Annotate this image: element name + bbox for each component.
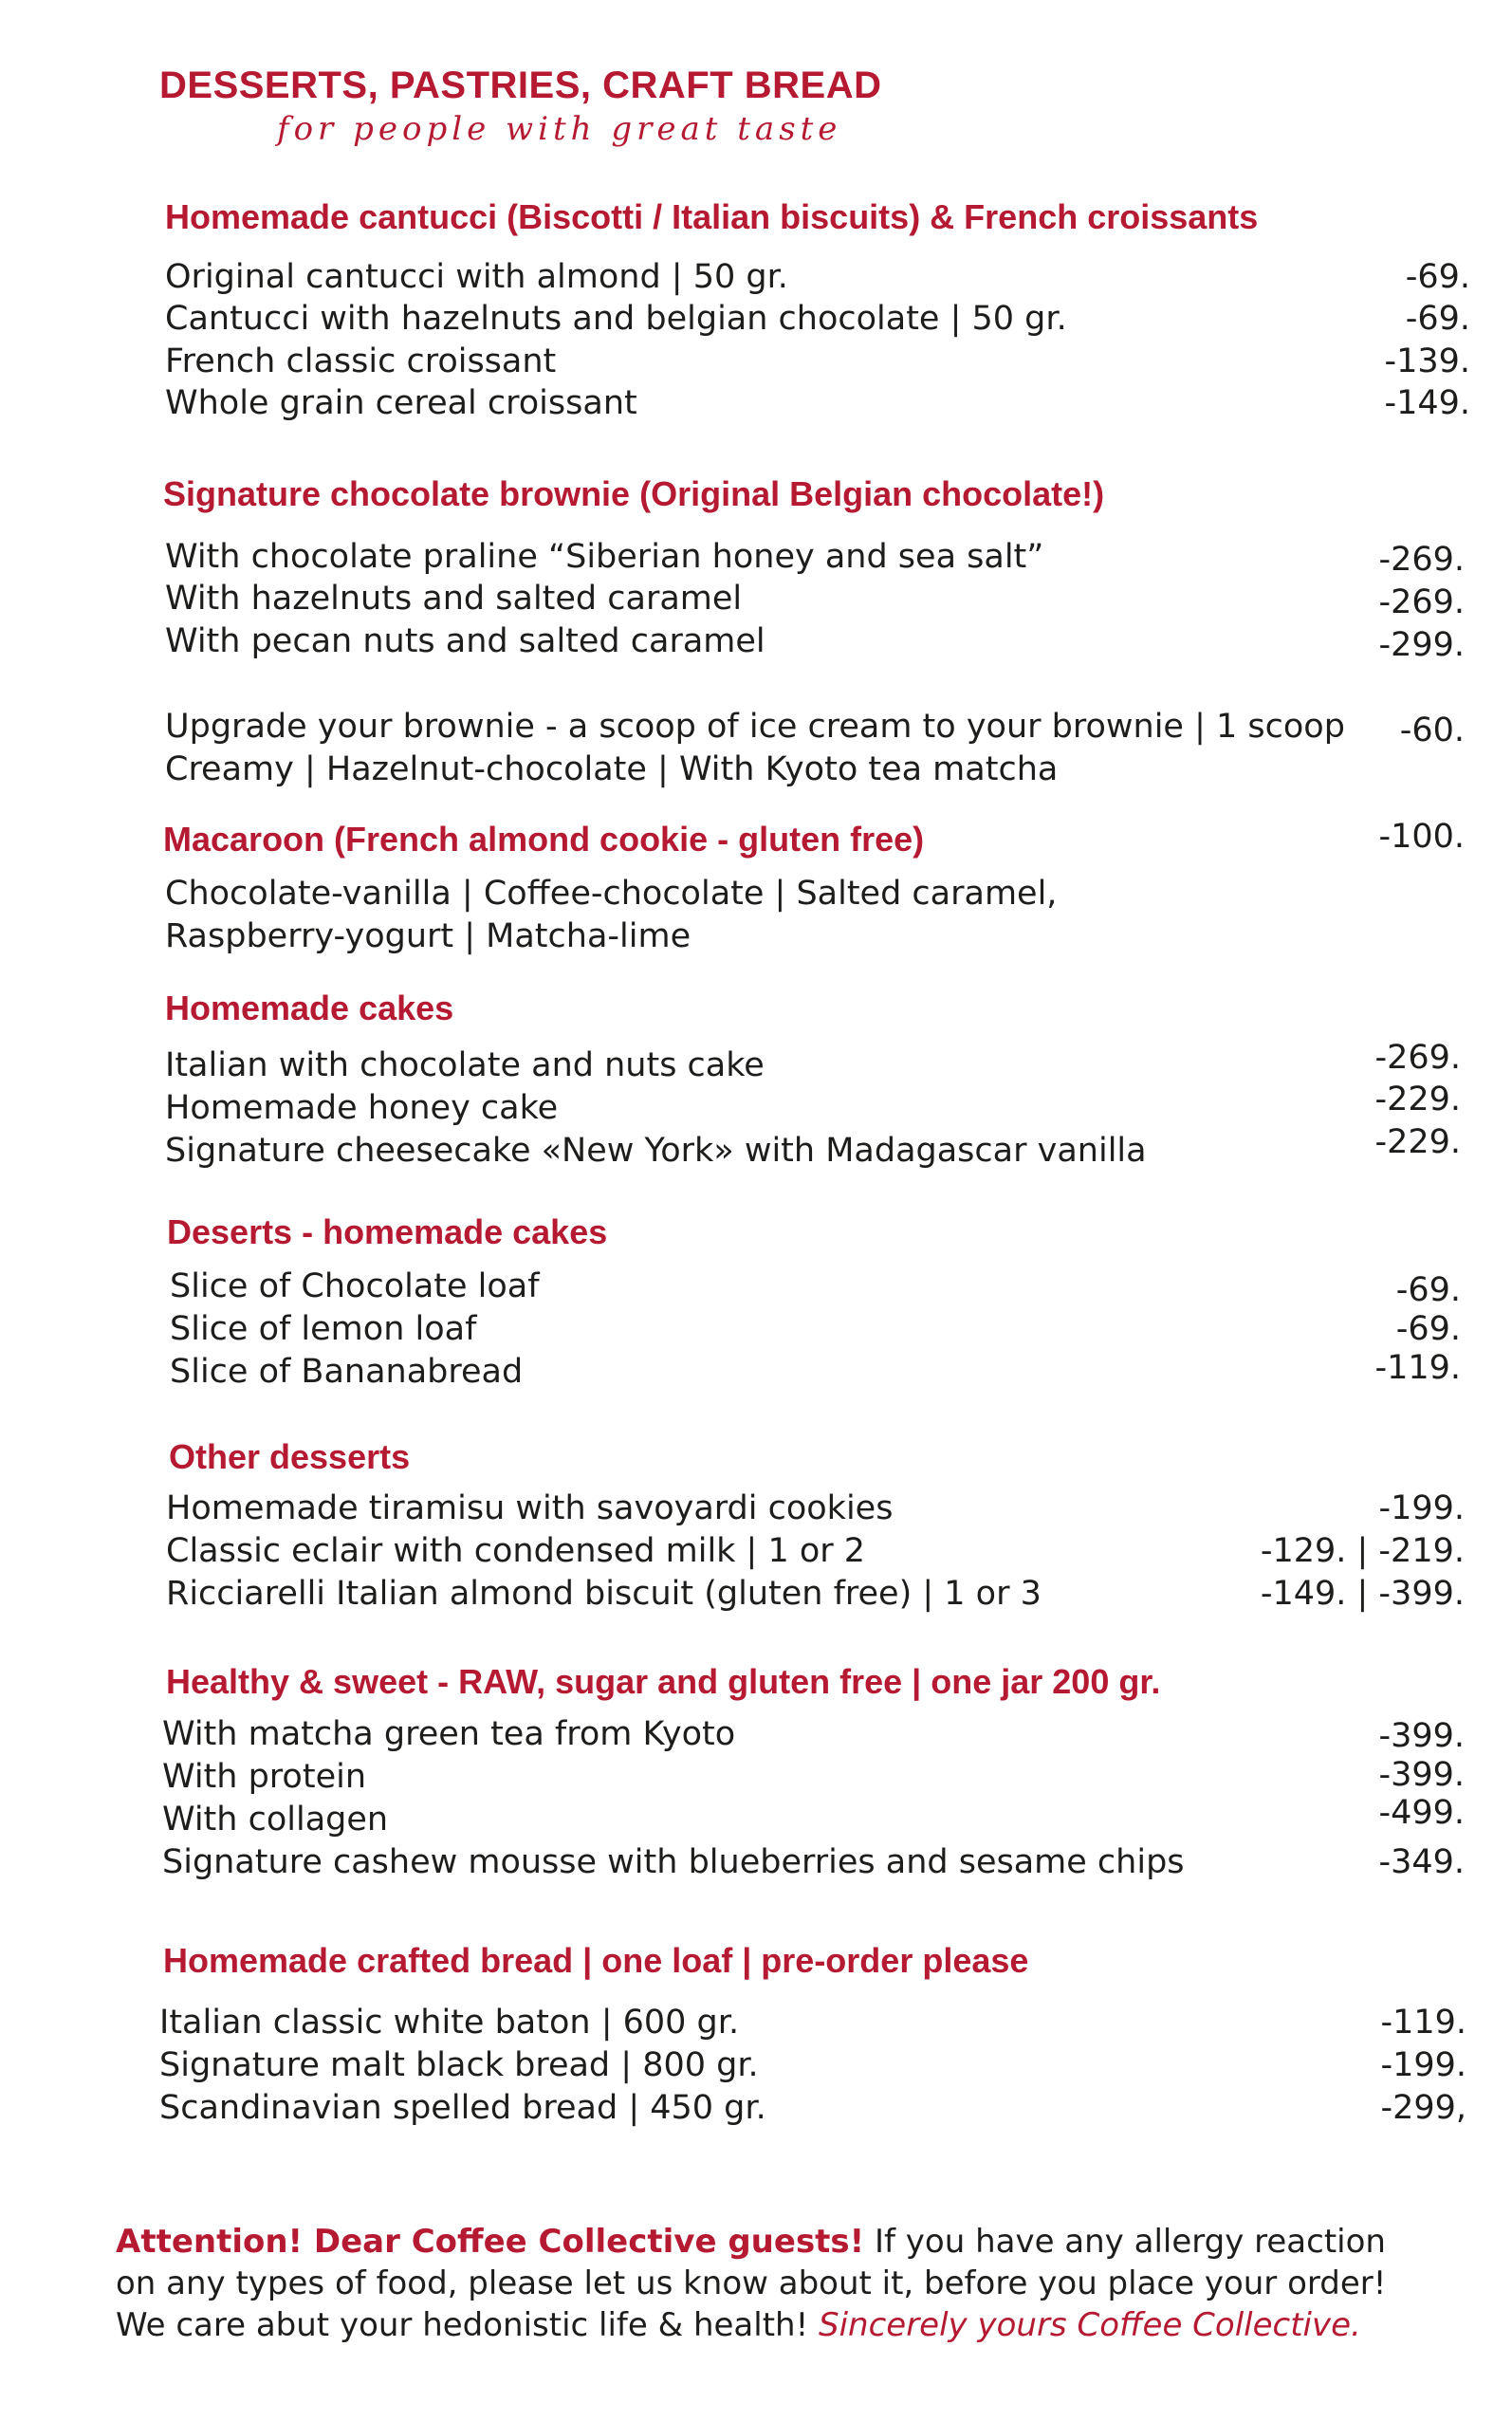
item-price: -269. [1378,541,1465,579]
macaroon-flavors-line-2: Raspberry-yogurt | Matcha-lime [165,917,691,955]
item-name: Signature cashew mousse with blueberries and sesame chips [162,1843,1185,1881]
item-name: Ricciarelli Italian almond biscuit (gluten free) | 1 or 3 [166,1575,1042,1613]
item-price: -499. [1378,1794,1465,1832]
item-name: Classic eclair with condensed milk | 1 or 2 [166,1532,866,1570]
item-name: French classic croissant [165,342,557,380]
allergy-note-line-3 [116,2306,1361,2344]
upgrade-price: -60. [1399,712,1465,749]
item-name: With pecan nuts and salted caramel [165,622,765,660]
item-price: -349. [1378,1843,1465,1881]
menu-tagline: for people with great taste [277,110,842,148]
section-heading-cantucci: Homemade cantucci (Biscotti / Italian biscuits) & French croissants [165,197,1259,236]
item-price: -269. [1378,583,1465,621]
item-name: Signature malt black bread | 800 gr. [159,2046,759,2084]
item-price: -139. [1384,342,1470,380]
signature-text: Sincerely yours Coffee Collective. [819,2306,1361,2344]
allergy-note-line-2: on any types of food, please let us know about it, before you place your order! [116,2264,1387,2302]
item-price: -229. [1374,1123,1461,1161]
item-name: Italian with chocolate and nuts cake [165,1046,765,1084]
allergy-note-line-1 [116,2223,1386,2261]
item-price: -69. [1395,1271,1461,1309]
item-name: With collagen [162,1801,389,1839]
upgrade-line-1: Upgrade your brownie - a scoop of ice cream to your brownie | 1 scoop [165,708,1345,746]
item-name: Slice of Chocolate loaf [170,1267,540,1305]
item-name: Cantucci with hazelnuts and belgian chocolate | 50 gr. [165,300,1067,338]
item-name: Signature cheesecake «New York» with Madagascar vanilla [165,1132,1147,1170]
section-heading-bread: Homemade crafted bread | one loaf | pre-order please [163,1941,1029,1980]
upgrade-line-2: Creamy | Hazelnut-chocolate | With Kyoto tea matcha [165,750,1059,788]
item-price: -399. [1378,1717,1465,1755]
item-name: Homemade honey cake [165,1089,559,1127]
item-name: With protein [162,1758,367,1796]
item-price: -69. [1405,300,1470,338]
item-name: With hazelnuts and salted caramel [165,580,743,618]
item-name: Original cantucci with almond | 50 gr. [165,258,788,296]
item-price: -199. [1378,1489,1465,1527]
item-price: -69. [1395,1310,1461,1348]
item-price: -199. [1380,2046,1466,2084]
section-heading-macaroon: Macaroon (French almond cookie - gluten free) [163,820,925,859]
item-name: Italian classic white baton | 600 gr. [159,2004,740,2042]
item-name: Slice of Bananabread [170,1353,524,1391]
section-heading-other: Other desserts [169,1437,411,1476]
item-name: Homemade tiramisu with savoyardi cookies [166,1489,894,1527]
item-name: Whole grain cereal croissant [165,384,637,422]
item-price: -229. [1374,1081,1461,1118]
item-price: -119. [1380,2004,1466,2042]
section-heading-healthy: Healthy & sweet - RAW, sugar and gluten free | one jar 200 gr. [166,1662,1161,1701]
item-price: -149. [1384,384,1470,422]
macaroon-price: -100. [1378,818,1465,856]
item-price: -399. [1378,1756,1465,1794]
care-text: We care abut your hedonistic life & health! [116,2306,820,2344]
item-price: -119. [1374,1349,1461,1387]
item-name: Slice of lemon loaf [170,1310,477,1348]
item-price: -299, [1380,2089,1466,2127]
macaroon-flavors-line-1: Chocolate-vanilla | Coffee-chocolate | Salted caramel, [165,875,1058,913]
section-heading-brownie: Signature chocolate brownie (Original Belgian chocolate!) [163,474,1105,513]
allergy-text: If you have any allergy reaction [864,2223,1386,2261]
item-price: -299. [1378,626,1465,664]
section-heading-deserts: Deserts - homemade cakes [167,1212,608,1251]
item-price: -269. [1374,1039,1461,1077]
attention-text: Attention! Dear Coffee Collective guests! [116,2223,865,2261]
item-price: -149. | -399. [1260,1575,1465,1613]
item-price: -129. | -219. [1260,1532,1465,1570]
item-name: Scandinavian spelled bread | 450 gr. [159,2089,766,2127]
item-name: With chocolate praline “Siberian honey and sea salt” [165,538,1044,576]
menu-title: DESSERTS, PASTRIES, CRAFT BREAD [159,65,882,106]
item-price: -69. [1405,258,1470,296]
item-name: With matcha green tea from Kyoto [162,1715,736,1753]
section-heading-cakes: Homemade cakes [165,989,454,1027]
